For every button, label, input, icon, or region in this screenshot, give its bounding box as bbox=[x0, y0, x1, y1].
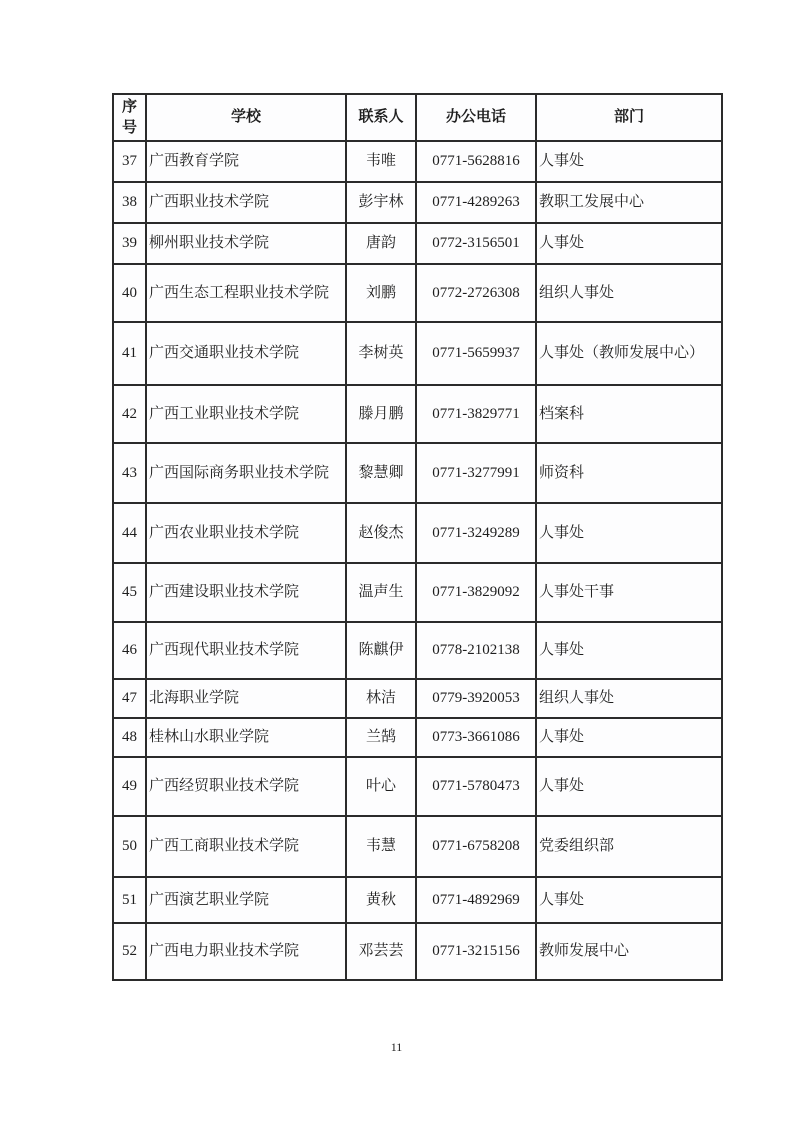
header-department: 部门 bbox=[536, 94, 722, 141]
cell-department: 组织人事处 bbox=[536, 264, 722, 322]
cell-contact: 兰鹄 bbox=[346, 718, 416, 757]
table-row bbox=[113, 503, 722, 563]
cell-school: 广西工商职业技术学院 bbox=[146, 816, 346, 877]
header-phone: 办公电话 bbox=[416, 94, 536, 141]
cell-phone: 0771-3215156 bbox=[416, 923, 536, 980]
table-row bbox=[113, 322, 722, 385]
table-row bbox=[113, 622, 722, 679]
cell-no: 47 bbox=[113, 679, 146, 718]
cell-contact: 刘鹏 bbox=[346, 264, 416, 322]
cell-phone: 0771-3249289 bbox=[416, 503, 536, 563]
cell-department: 党委组织部 bbox=[536, 816, 722, 877]
cell-department: 师资科 bbox=[536, 443, 722, 503]
cell-school: 广西职业技术学院 bbox=[146, 182, 346, 223]
cell-contact: 赵俊杰 bbox=[346, 503, 416, 563]
page-number: 11 bbox=[390, 1040, 403, 1054]
table-row bbox=[113, 679, 722, 718]
cell-department: 人事处 bbox=[536, 757, 722, 816]
cell-no: 37 bbox=[113, 141, 146, 182]
cell-contact: 彭宇林 bbox=[346, 182, 416, 223]
cell-department: 教职工发展中心 bbox=[536, 182, 722, 223]
cell-phone: 0772-2726308 bbox=[416, 264, 536, 322]
cell-school: 广西演艺职业学院 bbox=[146, 877, 346, 923]
cell-school: 广西生态工程职业技术学院 bbox=[146, 264, 346, 322]
cell-phone: 0771-4892969 bbox=[416, 877, 536, 923]
cell-no: 44 bbox=[113, 503, 146, 563]
cell-phone: 0778-2102138 bbox=[416, 622, 536, 679]
cell-contact: 唐韵 bbox=[346, 223, 416, 264]
cell-department: 人事处 bbox=[536, 503, 722, 563]
cell-phone: 0771-5659937 bbox=[416, 322, 536, 385]
cell-phone: 0771-3829771 bbox=[416, 385, 536, 443]
cell-school: 广西农业职业技术学院 bbox=[146, 503, 346, 563]
cell-school: 广西现代职业技术学院 bbox=[146, 622, 346, 679]
cell-contact: 韦慧 bbox=[346, 816, 416, 877]
cell-school: 北海职业学院 bbox=[146, 679, 346, 718]
cell-contact: 滕月鹏 bbox=[346, 385, 416, 443]
cell-phone: 0773-3661086 bbox=[416, 718, 536, 757]
cell-department: 人事处 bbox=[536, 141, 722, 182]
cell-no: 41 bbox=[113, 322, 146, 385]
header-contact: 联系人 bbox=[346, 94, 416, 141]
cell-department: 教师发展中心 bbox=[536, 923, 722, 980]
cell-phone: 0771-6758208 bbox=[416, 816, 536, 877]
cell-department: 组织人事处 bbox=[536, 679, 722, 718]
cell-school: 广西国际商务职业技术学院 bbox=[146, 443, 346, 503]
cell-school: 广西电力职业技术学院 bbox=[146, 923, 346, 980]
cell-no: 50 bbox=[113, 816, 146, 877]
cell-school: 桂林山水职业学院 bbox=[146, 718, 346, 757]
cell-phone: 0771-5628816 bbox=[416, 141, 536, 182]
table-row bbox=[113, 757, 722, 816]
table-row bbox=[113, 385, 722, 443]
table-row bbox=[113, 816, 722, 877]
cell-school: 广西工业职业技术学院 bbox=[146, 385, 346, 443]
cell-school: 广西经贸职业技术学院 bbox=[146, 757, 346, 816]
cell-school: 广西交通职业技术学院 bbox=[146, 322, 346, 385]
cell-phone: 0771-4289263 bbox=[416, 182, 536, 223]
cell-contact: 黎慧卿 bbox=[346, 443, 416, 503]
cell-contact: 温声生 bbox=[346, 563, 416, 622]
cell-no: 42 bbox=[113, 385, 146, 443]
cell-contact: 林洁 bbox=[346, 679, 416, 718]
cell-no: 52 bbox=[113, 923, 146, 980]
header-school: 学校 bbox=[146, 94, 346, 141]
cell-no: 49 bbox=[113, 757, 146, 816]
table-row bbox=[113, 563, 722, 622]
cell-contact: 李树英 bbox=[346, 322, 416, 385]
cell-department: 人事处 bbox=[536, 223, 722, 264]
cell-phone: 0771-3277991 bbox=[416, 443, 536, 503]
contact-table bbox=[112, 93, 723, 981]
cell-department: 人事处干事 bbox=[536, 563, 722, 622]
table-row bbox=[113, 923, 722, 980]
cell-no: 48 bbox=[113, 718, 146, 757]
table-row bbox=[113, 877, 722, 923]
cell-school: 广西建设职业技术学院 bbox=[146, 563, 346, 622]
cell-phone: 0779-3920053 bbox=[416, 679, 536, 718]
cell-no: 46 bbox=[113, 622, 146, 679]
cell-no: 39 bbox=[113, 223, 146, 264]
cell-department: 人事处 bbox=[536, 877, 722, 923]
cell-department: 人事处 bbox=[536, 622, 722, 679]
cell-no: 43 bbox=[113, 443, 146, 503]
cell-no: 40 bbox=[113, 264, 146, 322]
table-row bbox=[113, 264, 722, 322]
cell-department: 人事处（教师发展中心） bbox=[536, 322, 722, 385]
cell-contact: 黄秋 bbox=[346, 877, 416, 923]
cell-phone: 0771-5780473 bbox=[416, 757, 536, 816]
table-row bbox=[113, 182, 722, 223]
cell-no: 45 bbox=[113, 563, 146, 622]
table-row bbox=[113, 141, 722, 182]
table-row bbox=[113, 443, 722, 503]
table-header-row bbox=[113, 94, 722, 141]
table-row bbox=[113, 223, 722, 264]
cell-phone: 0771-3829092 bbox=[416, 563, 536, 622]
cell-department: 人事处 bbox=[536, 718, 722, 757]
cell-contact: 陈麒伊 bbox=[346, 622, 416, 679]
cell-no: 38 bbox=[113, 182, 146, 223]
header-no: 序号 bbox=[113, 94, 146, 141]
table-row bbox=[113, 718, 722, 757]
cell-school: 广西教育学院 bbox=[146, 141, 346, 182]
cell-contact: 叶心 bbox=[346, 757, 416, 816]
cell-contact: 韦唯 bbox=[346, 141, 416, 182]
cell-contact: 邓芸芸 bbox=[346, 923, 416, 980]
cell-department: 档案科 bbox=[536, 385, 722, 443]
cell-no: 51 bbox=[113, 877, 146, 923]
cell-school: 柳州职业技术学院 bbox=[146, 223, 346, 264]
cell-phone: 0772-3156501 bbox=[416, 223, 536, 264]
